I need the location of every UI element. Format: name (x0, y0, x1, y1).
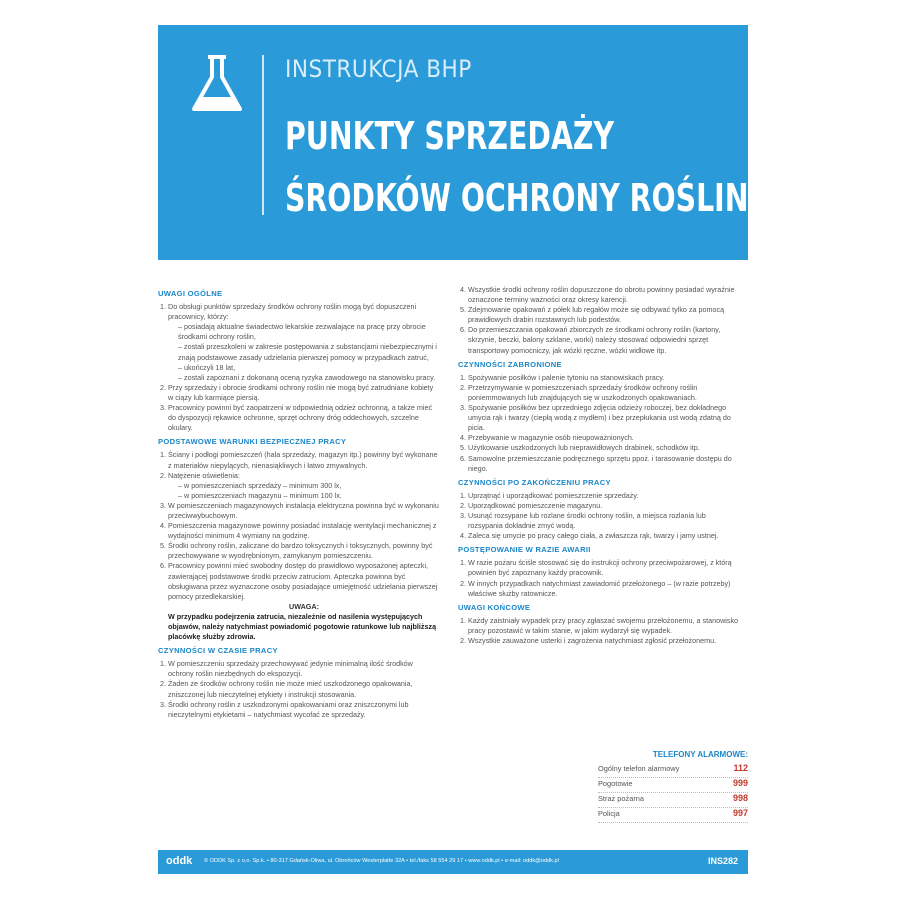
after-work-list (458, 491, 740, 541)
list-item: 2. Natężenie oświetlenia: – w pomieszczeniach sprzedaży – minimum 300 lx, – w pomieszczeniach magazynu – minimum 100 lx. (168, 471, 440, 501)
conditions-list (158, 450, 440, 642)
phone-label: Ogólny telefon alarmowy (598, 764, 680, 773)
list-item: 3. W pomieszczeniach magazynowych instalacja elektryczna powinna być w wykonaniu przeciwwybuchowym. (168, 501, 440, 521)
list-item: 1. W pomieszczeniu sprzedaży przechowywać jedynie minimalną ilość środków ochrony roślin niezbędnych do ekspozycji. (168, 659, 440, 679)
list-item: 3. Pracownicy powinni być zaopatrzeni w odpowiednią odzież ochronną, a także mieć do dyspozycji rękawice ochronne, sprzęt ochrony dróg oddechowych, szczelne okulary. (168, 403, 440, 433)
list-item: 5. Środki ochrony roślin, zaliczane do bardzo toksycznych i toksycznych, powinny być przechowywane w wyodrębnionym, zamykanym pomieszczeniu. (168, 541, 440, 561)
section-heading: PODSTAWOWE WARUNKI BEZPIECZNEJ PRACY (158, 437, 347, 447)
list-item: – zostali zapoznani z dokonaną oceną ryzyka zawodowego na stanowisku pracy. (178, 373, 440, 383)
list-item: 3. Usunąć rozsypane lub rozlane środki ochrony roślin, a miejsca rozlania lub rozsypania dokładnie zmyć wodą. (468, 511, 740, 531)
list-item: 6. Pracownicy powinni mieć swobodny dostęp do prawidłowo wyposażonej apteczki, zawierającej podstawowe środki przeciw zatruciom. Apteczka powinna być obsługiwana przez wyznaczone osoby posiadające umiejętność udzielania pierwszej pomocy przedlekarskiej. UWAGA: W przypadku podejrzenia zatrucia, niezależnie od nasilenia występujących objawów, należy natychmiast powiadomić pogotowie ratunkowe lub najbliższą placówkę służby zdrowia. (168, 561, 440, 642)
left-column (158, 285, 440, 724)
list-item: 2. W innych przypadkach natychmiast zawiadomić przełożonego – (w razie potrzeby) właściwe służby ratownicze. (468, 579, 740, 599)
list-item: 4. Zaleca się umycie po pracy całego ciała, a zwłaszcza rąk, twarzy i jamy ustnej. (468, 531, 740, 541)
list-item: 3. Środki ochrony roślin z uszkodzonymi opakowaniami oraz zniszczonymi lub nieczytelnymi etykietami – natychmiast wycofać ze sprzedaży. (168, 700, 440, 720)
general-list (158, 302, 440, 433)
sub-list (168, 322, 440, 383)
list-item: 2. Wszystkie zauważone usterki i zagrożenia natychmiast zgłosić przełożonemu. (468, 636, 740, 646)
section-heading: POSTĘPOWANIE W RAZIE AWARII (458, 545, 591, 555)
section-heading: CZYNNOŚCI PO ZAKOŃCZENIU PRACY (458, 477, 611, 487)
oddk-logo: oddk (166, 855, 193, 867)
during-work-list-cont (458, 285, 740, 356)
list-item: – w pomieszczeniach sprzedaży – minimum 300 lx, (178, 481, 440, 491)
list-item: 4. Przebywanie w magazynie osób nieupoważnionych. (468, 433, 740, 443)
list-item: 2. Uporządkować pomieszczenie magazynu. (468, 501, 740, 511)
header-divider (262, 55, 264, 215)
right-column (458, 285, 740, 650)
footer-address: © ODDK Sp. z o.o. Sp.k. • 80-317 Gdańsk-Oliwa, ul. Obrońców Westerplatte 32A • tel./faks 58 554 29 17 • www.oddk.pl • e-mail: oddk@oddk.pl (204, 858, 559, 864)
footer-bar (158, 850, 748, 874)
phone-label: Pogotowie (598, 779, 633, 788)
phone-label: Policja (598, 809, 620, 818)
list-item: 1. W razie pożaru ściśle stosować się do instrukcji ochrony przeciwpożarowej, z którą powinien być zapoznany każdy pracownik. (468, 558, 740, 578)
title-line-1: PUNKTY SPRZEDAŻY (285, 114, 615, 158)
phone-number: 997 (732, 808, 748, 818)
instruction-sheet (158, 25, 748, 875)
page-title (285, 105, 748, 229)
list-item: 1. Do obsługi punktów sprzedaży środków ochrony roślin mogą być dopuszczeni pracownicy, którzy: – posiadają aktualne świadectwo lekarskie zezwalające na pracę przy obrocie środkami ochrony roślin, – zostali przeszkoleni w zakresie postępowania z substancjami niebezpiecznymi i znają podstawowe zasady udzielania pierwszej pomocy w przypadkach zatruć, – ukończyli 18 lat, – zostali zapoznani z dokonaną oceną ryzyka zawodowego na stanowisku pracy. (168, 302, 440, 383)
list-item: 1. Ściany i podłogi pomieszczeń (hala sprzedaży, magazyn itp.) powinny być wykonane z materiałów niepylących, nienasiąkliwych i łatwo zmywalnych. (168, 450, 440, 470)
list-item: 1. Każdy zaistniały wypadek przy pracy zgłaszać swojemu przełożonemu, a stanowisko pracy pozostawić w takim stanie, w jakim wydarzył się wypadek. (468, 616, 740, 636)
during-work-list (158, 659, 440, 720)
flask-icon (186, 53, 248, 117)
list-item: 2. Żaden ze środków ochrony roślin nie może mieć uszkodzonego opakowania, zniszczonej lub nieczytelnej etykiety i instrukcji stosowania. (168, 679, 440, 699)
phones-heading: TELEFONY ALARMOWE: (652, 750, 748, 759)
section-heading: CZYNNOŚCI W CZASIE PRACY (158, 646, 278, 656)
warning-text: W przypadku podejrzenia zatrucia, niezależnie od nasilenia występujących objawów, należy natychmiast powiadomić pogotowie ratunkowe lub najbliższą placówkę służby zdrowia. (168, 611, 437, 642)
list-item: 4. Pomieszczenia magazynowe powinny posiadać instalację wentylacji mechanicznej z wydajności minimum 4 wymiany na godzinę. (168, 521, 440, 541)
phone-label: Straż pożarna (598, 794, 645, 803)
section-heading: UWAGI KOŃCOWE (458, 602, 531, 612)
section-heading: CZYNNOŚCI ZABRONIONE (458, 359, 562, 369)
list-item: 1. Uprzątnąć i uporządkować pomieszczenie sprzedaży. (468, 491, 740, 501)
forbidden-list (458, 373, 740, 474)
list-item: – ukończyli 18 lat, (178, 363, 440, 373)
list-item: 5. Użytkowanie uszkodzonych lub nieprawidłowych drabinek, schodków itp. (468, 443, 740, 453)
phone-number: 998 (732, 793, 748, 803)
list-item: 5. Zdejmowanie opakowań z półek lub regałów może się odbywać tylko za pomocą prawidłowych drabin rozstawnych lub podestów. (468, 305, 740, 325)
phone-number: 112 (733, 763, 748, 773)
warning-label: UWAGA: (289, 601, 319, 611)
list-item: 6. Do przemieszczania opakowań zbiorczych ze środkami ochrony roślin (kartony, skrzynie, beczki, balony szklane, worki) należy stosować odpowiedni sprzęt transportowy pomocniczy, jak wózki ręczne, wózki widłowe itp. (468, 325, 740, 355)
header-kicker: INSTRUKCJA BHP (285, 55, 472, 83)
document-code: INS282 (707, 856, 738, 866)
list-item: 4. Wszystkie środki ochrony roślin dopuszczone do obrotu powinny posiadać wyraźnie oznaczone terminy ważności oraz okresy karencji. (468, 285, 740, 305)
list-item: 6. Samowolne przemieszczanie podręcznego sprzętu ppoż. i tarasowanie dostępu do niego. (468, 454, 740, 474)
title-line-2: ŚRODKÓW OCHRONY ROŚLIN (285, 176, 749, 220)
final-list (458, 616, 740, 646)
phone-number: 999 (732, 778, 748, 788)
sub-list (168, 481, 440, 501)
list-item: 2. Przetrzymywanie w pomieszczeniach sprzedaży środków ochrony roślin poniemmowanych lub znajdujących się w uszkodzonych opakowaniach. (468, 383, 740, 403)
phone-row (598, 778, 748, 793)
list-item: – w pomieszczeniach magazynu – minimum 100 lx. (178, 491, 440, 501)
phone-row (598, 793, 748, 808)
list-item: 2. Przy sprzedaży i obrocie środkami ochrony roślin nie mogą być zatrudniane kobiety w ciąży lub karmiące piersią. (168, 383, 440, 403)
phone-row (598, 808, 748, 823)
list-item: 3. Spożywanie posiłków bez uprzedniego zdjęcia odzieży roboczej, bez dokładnego umycia rąk i twarzy (ciepłą wodą z mydłem) i bez przepłukania ust wodą zdatną do picia. (468, 403, 740, 433)
section-heading: UWAGI OGÓLNE (158, 289, 223, 298)
header-banner (158, 25, 748, 260)
list-item: – zostali przeszkoleni w zakresie postępowania z substancjami niebezpiecznymi i znają podstawowe zasady udzielania pierwszej pomocy w przypadkach zatruć, (178, 342, 440, 362)
phone-row (598, 763, 748, 778)
list-item: – posiadają aktualne świadectwo lekarskie zezwalające na pracę przy obrocie środkami ochrony roślin, (178, 322, 440, 342)
emergency-list (458, 558, 740, 598)
list-item: 1. Spożywanie posiłków i palenie tytoniu na stanowiskach pracy. (468, 373, 740, 383)
emergency-phones-box (598, 750, 748, 823)
